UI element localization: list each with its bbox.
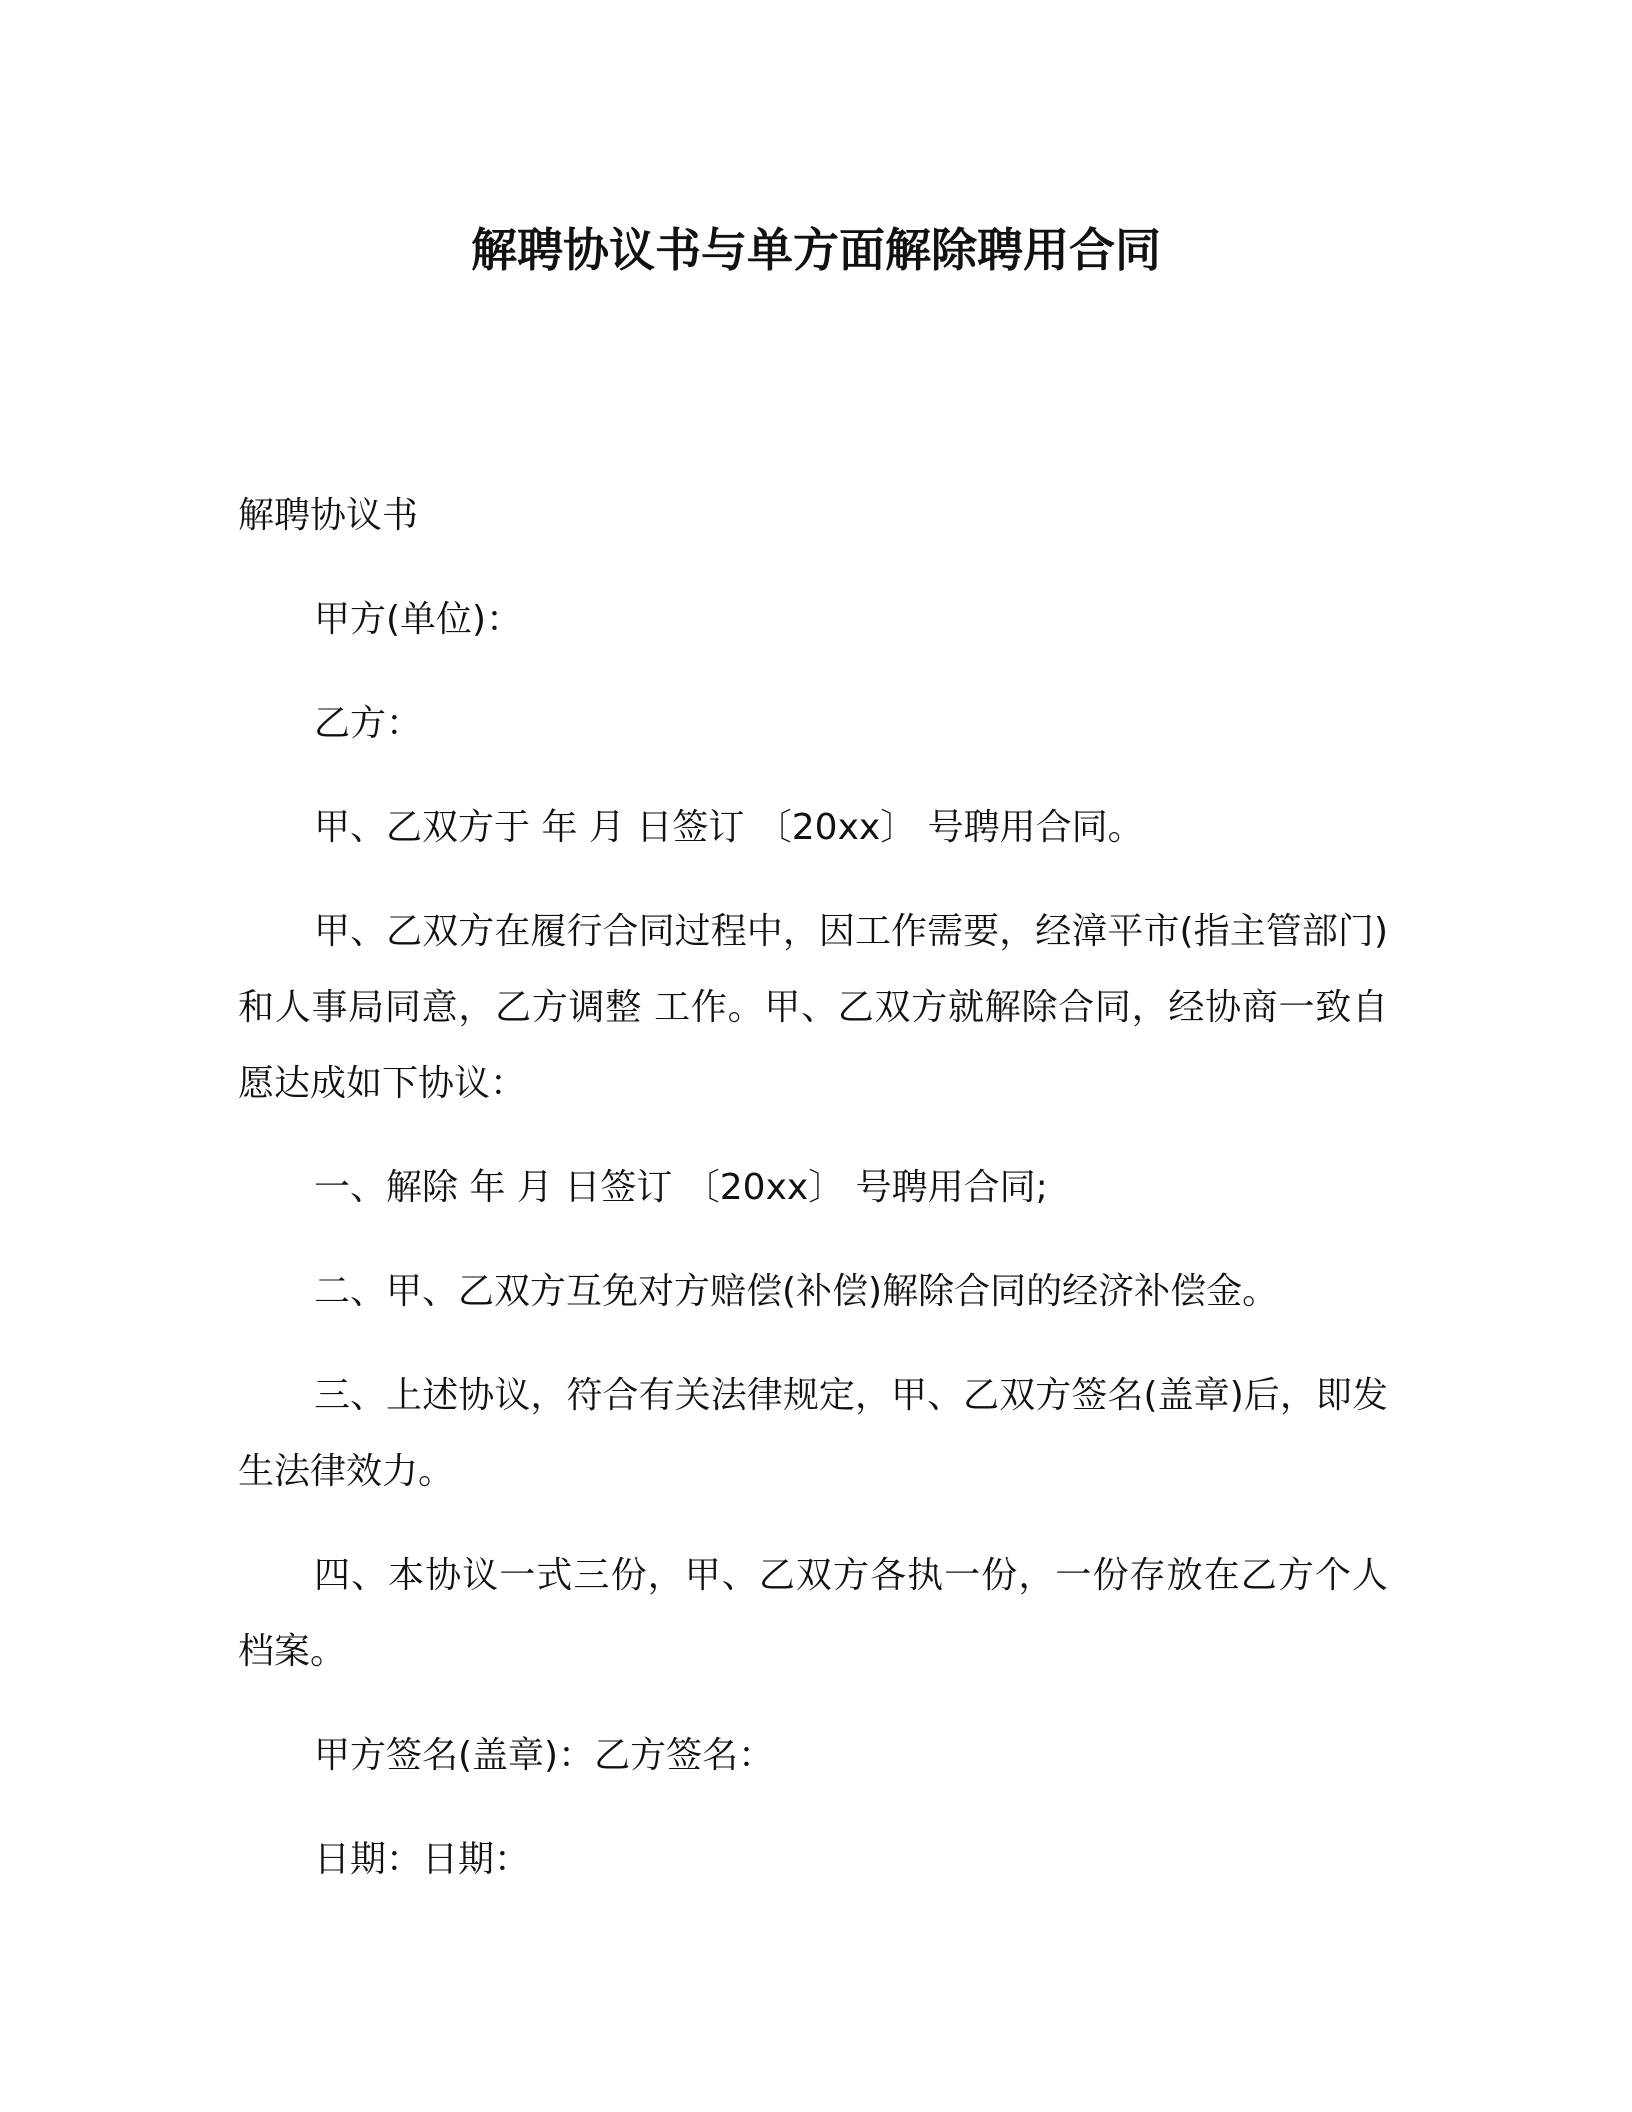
- date-line: 日期：日期：: [314, 1839, 531, 1880]
- signature-line: 甲方签名(盖章)：乙方签名：: [314, 1735, 775, 1776]
- paragraph-agreement-background: 甲、乙双方在履行合同过程中，因工作需要，经漳平市(指主管部门)和人事局同意，乙方调整 工作。甲、乙双方就解除合同，经协商一致自愿达成如下协议：: [238, 911, 1388, 1104]
- party-a-line: 甲方(单位)：: [314, 599, 523, 640]
- section-heading: 解聘协议书: [238, 495, 419, 536]
- clause-3: 三、上述协议，符合有关法律规定，甲、乙双方签名(盖章)后，即发生法律效力。: [238, 1375, 1388, 1492]
- party-b-line: 乙方：: [314, 703, 423, 744]
- clause-2: 二、甲、乙双方互免对方赔偿(补偿)解除合同的经济补偿金。: [314, 1271, 1279, 1312]
- document-title: 解聘协议书与单方面解除聘用合同: [471, 223, 1161, 277]
- clause-4: 四、本协议一式三份，甲、乙双方各执一份，一份存放在乙方个人档案。: [238, 1555, 1388, 1672]
- paragraph-contract-date: 甲、乙双方于 年 月 日签订 〔20xx〕 号聘用合同。: [314, 807, 1144, 848]
- clause-1: 一、解除 年 月 日签订 〔20xx〕 号聘用合同;: [314, 1167, 1048, 1208]
